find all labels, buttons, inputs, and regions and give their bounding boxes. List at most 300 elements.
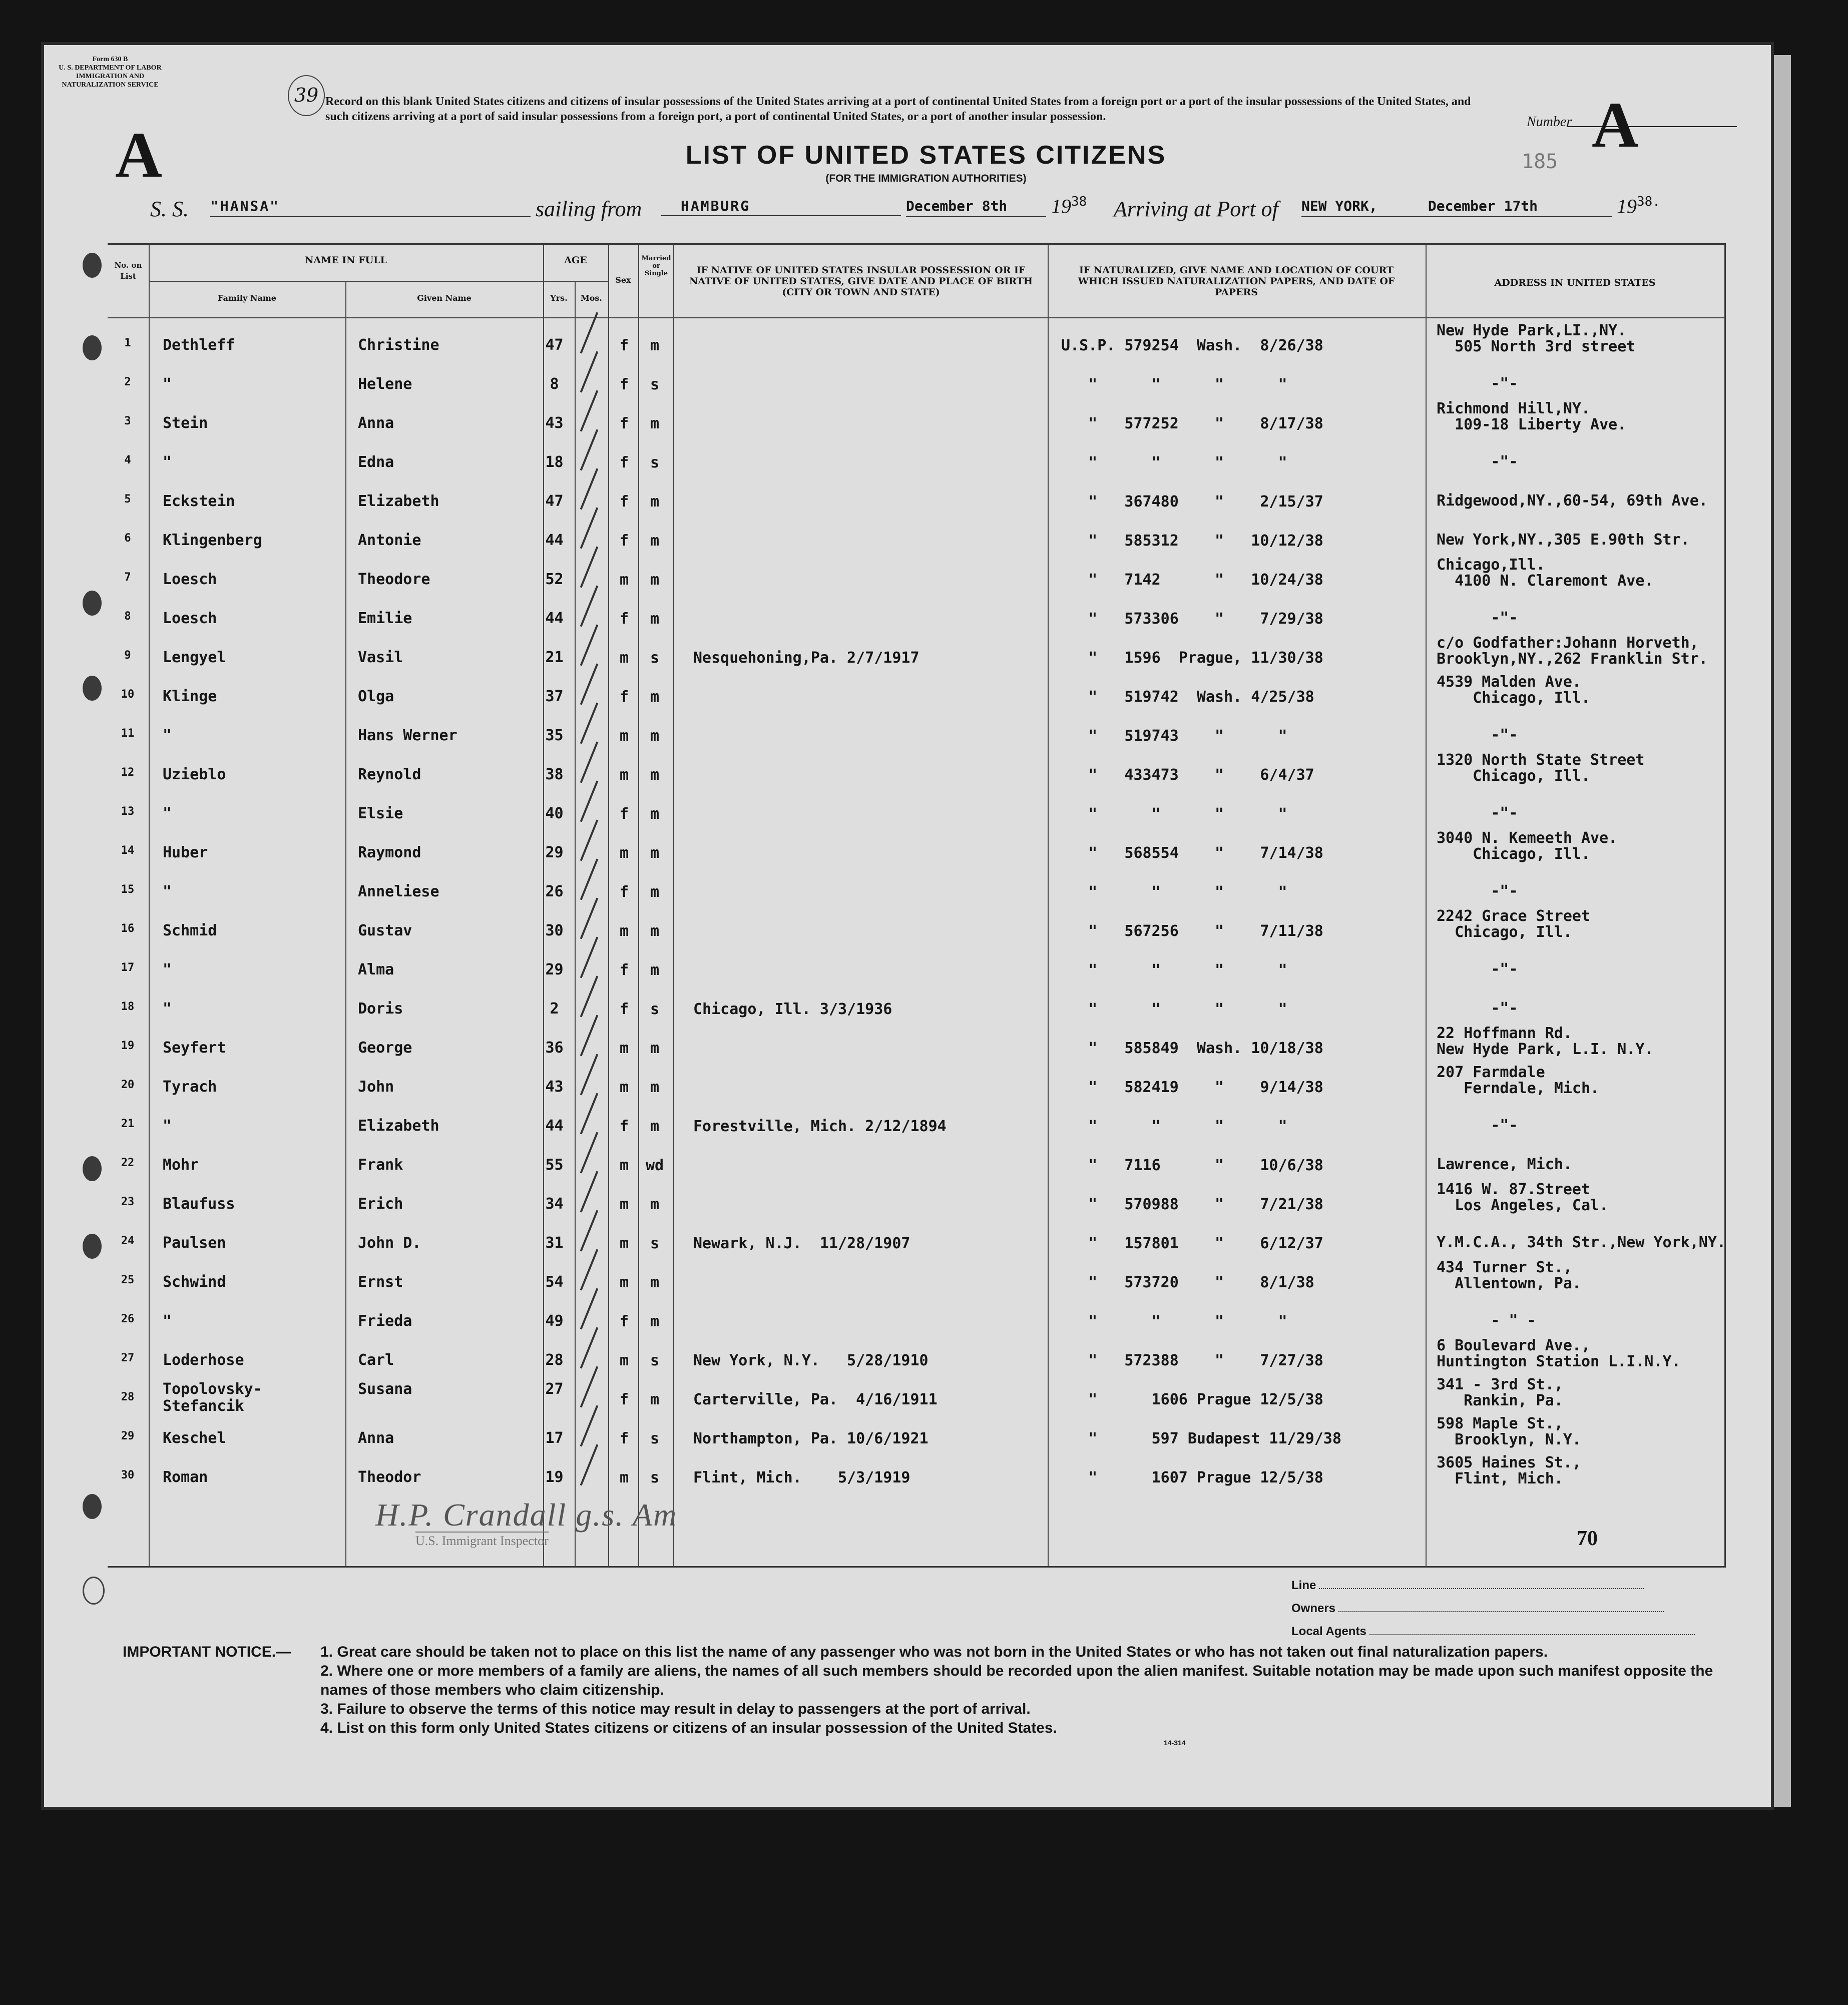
marital-status: m [650, 493, 660, 511]
age-years: 8 [550, 375, 559, 393]
binder-hole [83, 591, 102, 616]
address-line: 6 Boulevard Ave., [1437, 1337, 1591, 1354]
sex: f [619, 532, 629, 550]
address-line: Chicago, Ill. [1437, 689, 1591, 707]
age-years: 29 [545, 961, 564, 978]
right-form-letter: A [1592, 89, 1639, 161]
family-name: Huber [163, 844, 208, 861]
family-name: " [163, 727, 172, 744]
address-line: Huntington Station L.I.N.Y. [1437, 1353, 1681, 1370]
address [1437, 1338, 1681, 1370]
col-header-birth: IF NATIVE OF UNITED STATES INSULAR POSSESSION OR IF NATIVE OF UNITED STATES, GIVE DATE AND PLACE OF BIRTH (CITY OR TOWN AND STATE) [689, 265, 1033, 298]
notice-item-1: 1. Great care should be taken not to place on this list the name of any passenger who was not born in the United States or who has not taken out final naturalization papers. [320, 1644, 1548, 1660]
address [1437, 1416, 1581, 1448]
age-years: 38 [545, 766, 564, 783]
age-years: 49 [545, 1312, 564, 1330]
marital-status: s [650, 1352, 660, 1369]
arrival-date: December 17th [1428, 198, 1538, 214]
naturalization: " " " " [1061, 1313, 1287, 1330]
binder-hole [83, 253, 102, 278]
naturalization: " 157801 " 6/12/37 [1061, 1235, 1323, 1252]
address [1437, 557, 1653, 589]
family-name: Tyrach [163, 1078, 217, 1096]
row-number: 11 [121, 727, 135, 740]
row-number: 30 [121, 1469, 135, 1481]
department-name: U. S. DEPARTMENT OF LABOR [59, 64, 162, 72]
marital-status: m [650, 766, 660, 784]
page-subtitle: (FOR THE IMMIGRATION AUTHORITIES) [825, 173, 1027, 184]
family-name: Loderhose [163, 1351, 244, 1369]
address [1437, 883, 1518, 899]
address-line: -"- [1437, 609, 1518, 627]
marital-status: m [650, 961, 660, 979]
row-number: 19 [121, 1040, 135, 1052]
sex: f [619, 376, 629, 393]
address [1437, 1260, 1581, 1292]
address-line: New Hyde Park, L.I. N.Y. [1437, 1041, 1654, 1058]
age-years: 34 [545, 1195, 564, 1213]
table-row [108, 1064, 1724, 1111]
given-name: Edna [358, 453, 394, 471]
address [1437, 752, 1644, 784]
table-row [108, 751, 1724, 798]
marital-status: m [650, 1274, 660, 1291]
family-name: Topolovsky- Stefancik [163, 1380, 262, 1415]
birth-place-date: Flint, Mich. 5/3/1919 [693, 1469, 910, 1486]
row-number: 27 [121, 1352, 135, 1364]
address-line: -"- [1437, 726, 1518, 744]
row-number: 16 [121, 922, 135, 935]
given-name: Theodor [358, 1468, 421, 1486]
arrival-year: $19^{38.}$ [1617, 194, 1660, 218]
address-line: 3605 Haines St., [1437, 1454, 1581, 1471]
given-name: Vasil [358, 649, 403, 666]
family-name: Uzieblo [163, 766, 226, 783]
sex: m [619, 922, 629, 940]
family-name: Loesch [163, 571, 217, 588]
marital-status: m [650, 571, 660, 589]
address-line: - " - [1437, 1312, 1536, 1329]
sex: f [619, 1391, 629, 1408]
naturalization: " " " " [1061, 805, 1287, 823]
address [1437, 961, 1518, 977]
binder-hole [83, 676, 102, 701]
age-years: 44 [545, 1117, 564, 1135]
naturalization: " 573306 " 7/29/38 [1061, 610, 1323, 628]
sex: f [619, 454, 629, 471]
address [1437, 1157, 1572, 1173]
age-years: 55 [545, 1156, 564, 1174]
naturalization: " " " " [1061, 961, 1287, 979]
address-line: -"- [1437, 375, 1518, 392]
row-number: 18 [121, 1000, 135, 1013]
binder-hole [83, 1156, 102, 1181]
row-number: 5 [124, 493, 131, 506]
address [1437, 323, 1635, 355]
family-name: Dethleff [163, 336, 235, 354]
col-header-name: NAME IN FULL [305, 255, 387, 266]
sex: m [619, 727, 629, 745]
row-number: 26 [121, 1313, 135, 1325]
family-name: " [163, 453, 172, 471]
age-years: 44 [545, 610, 564, 627]
address-line: 341 - 3rd St., [1437, 1376, 1563, 1393]
given-name: Elsie [358, 805, 403, 822]
given-name: Frieda [358, 1312, 412, 1330]
address [1437, 1182, 1608, 1214]
sex: m [619, 571, 629, 589]
address-line: 434 Turner St., [1437, 1259, 1572, 1276]
marital-status: wd [645, 1157, 664, 1174]
address [1437, 674, 1590, 706]
col-header-given: Given Name [417, 293, 472, 303]
birth-place-date: Chicago, Ill. 3/3/1936 [693, 1000, 892, 1018]
address-line: 3040 N. Kemeeth Ave. [1437, 829, 1618, 847]
age-years: 26 [545, 883, 564, 900]
address [1437, 376, 1518, 392]
given-name: Hans Werner [358, 727, 457, 744]
sex: m [619, 1157, 629, 1174]
address [1437, 727, 1518, 743]
given-name: Helene [358, 375, 412, 393]
age-years: 43 [545, 414, 564, 432]
given-name: Ernst [358, 1273, 403, 1291]
binder-hole [83, 335, 102, 360]
naturalization: " 1606 Prague 12/5/38 [1061, 1391, 1323, 1408]
given-name: Elizabeth [358, 1117, 439, 1135]
local-agents-field: Local Agents [1291, 1625, 1695, 1639]
address-line: 109-18 Liberty Ave. [1437, 416, 1627, 433]
birth-place-date: Forestville, Mich. 2/12/1894 [693, 1118, 947, 1135]
address-line: New York,NY.,305 E.90th Str. [1437, 531, 1690, 549]
sex: m [619, 1469, 629, 1486]
address-line: -"- [1437, 804, 1518, 822]
arriving-label: Arriving at Port of [1114, 197, 1278, 221]
citizens-table [108, 243, 1726, 1568]
given-name: Raymond [358, 844, 421, 861]
family-name: Schwind [163, 1273, 226, 1291]
family-name: Klingenberg [163, 532, 262, 549]
address [1437, 805, 1518, 821]
birth-place-date: New York, N.Y. 5/28/1910 [693, 1352, 929, 1369]
address-line: -"- [1437, 1117, 1518, 1134]
naturalization: " " " " [1061, 1118, 1287, 1135]
address [1437, 610, 1518, 626]
family-name: " [163, 1117, 172, 1135]
marital-status: m [650, 922, 660, 940]
notice-item-3: 3. Failure to observe the terms of this notice may result in delay to passengers at the port of arrival. [320, 1701, 1031, 1717]
age-years: 54 [545, 1273, 564, 1291]
given-name: Susana [358, 1380, 412, 1398]
family-name: Schmid [163, 922, 217, 939]
row-number: 14 [121, 844, 135, 857]
sex: f [619, 883, 629, 901]
age-years: 36 [545, 1039, 564, 1057]
marital-status: m [650, 1079, 660, 1096]
naturalization: " 585849 Wash. 10/18/38 [1061, 1040, 1323, 1057]
marital-status: s [650, 1000, 660, 1018]
address-line: Flint, Mich. [1437, 1470, 1563, 1487]
naturalization: U.S.P. 579254 Wash. 8/26/38 [1061, 337, 1323, 354]
naturalization: " " " " [1061, 454, 1287, 471]
row-number: 21 [121, 1118, 135, 1130]
given-name: Olga [358, 688, 394, 705]
address-line: 22 Hoffmann Rd. [1437, 1025, 1572, 1042]
line-field: Line [1291, 1579, 1644, 1593]
marital-status: m [650, 1313, 660, 1330]
address-line: Brooklyn, N.Y. [1437, 1431, 1581, 1448]
row-number: 24 [121, 1235, 135, 1247]
col-header-no: No. on List [114, 261, 142, 281]
marital-status: s [650, 649, 660, 667]
ss-label: S. S. [150, 197, 189, 221]
address [1437, 1313, 1536, 1329]
naturalization: " 585312 " 10/12/38 [1061, 532, 1323, 550]
table-row [108, 486, 1724, 525]
sex: f [619, 415, 629, 432]
page-title: LIST OF UNITED STATES CITIZENS [685, 141, 1167, 170]
row-number: 8 [124, 610, 131, 623]
birth-place-date: Nesquehoning,Pa. 2/7/1917 [693, 649, 919, 667]
sex: f [619, 1118, 629, 1135]
inspector-signature: H.P. Crandall g.s. Am [375, 1497, 678, 1533]
row-number: 15 [121, 883, 135, 896]
marital-status: m [650, 415, 660, 432]
col-header-age: AGE [564, 255, 587, 266]
family-name: Keschel [163, 1429, 226, 1447]
age-years: 40 [545, 805, 564, 822]
row-number: 7 [124, 571, 131, 584]
given-name: John D. [358, 1234, 421, 1252]
sex: m [619, 649, 629, 667]
address-line: Chicago, Ill. [1437, 845, 1591, 863]
sex: f [619, 1313, 629, 1330]
given-name: Antonie [358, 532, 421, 549]
address [1437, 1377, 1563, 1409]
sex: f [619, 610, 629, 628]
address-line: Y.M.C.A., 34th Str.,New York,NY. [1437, 1234, 1726, 1251]
marital-status: m [650, 1391, 660, 1408]
address [1437, 493, 1708, 509]
address-line: 4539 Malden Ave. [1437, 673, 1581, 691]
row-number: 12 [121, 766, 135, 779]
naturalization: " " " " [1061, 376, 1287, 393]
given-name: Erich [358, 1195, 403, 1213]
naturalization: " 7116 " 10/6/38 [1061, 1157, 1323, 1174]
record-notice: Record on this blank United States citizens and citizens of insular possessions of the United States arriving at a port of continental United States from a foreign port or a port of the insular possessions of the United States, and such citizens arriving at a port of said insular possessions from a foreign port, a port of continental United States, or a port of another insular possession. [325, 95, 1471, 123]
address [1437, 635, 1708, 667]
age-years: 43 [545, 1078, 564, 1096]
address-line: Lawrence, Mich. [1437, 1156, 1572, 1173]
age-years: 35 [545, 727, 564, 744]
naturalization: " " " " [1061, 883, 1287, 901]
row-number: 4 [124, 454, 131, 466]
given-name: Gustav [358, 922, 412, 939]
family-name: " [163, 961, 172, 978]
family-name: " [163, 883, 172, 900]
given-name: Reynold [358, 766, 421, 783]
departure-date: December 8th [906, 196, 1046, 217]
family-name: Roman [163, 1468, 208, 1486]
age-years: 2 [550, 1000, 559, 1018]
address [1437, 1000, 1518, 1017]
ship-name: "HANSA" [210, 196, 531, 217]
address-line: Allentown, Pa. [1437, 1275, 1581, 1292]
given-name: Alma [358, 961, 394, 978]
age-years: 52 [545, 571, 564, 588]
row-number: 3 [124, 415, 131, 427]
naturalization: " 572388 " 7/27/38 [1061, 1352, 1323, 1369]
given-name: John [358, 1078, 394, 1096]
row-number: 28 [121, 1391, 135, 1403]
address [1437, 1065, 1599, 1097]
marital-status: m [650, 1118, 660, 1135]
binder-hole [83, 1577, 105, 1605]
table-row [108, 447, 1724, 486]
birth-place-date: Newark, N.J. 11/28/1907 [693, 1235, 910, 1252]
row-number: 2 [124, 376, 131, 388]
marital-status: m [650, 610, 660, 628]
row-number: 25 [121, 1274, 135, 1286]
col-header-naturalization: IF NATURALIZED, GIVE NAME AND LOCATION OF COURT WHICH ISSUED NATURALIZATION PAPERS, AND DATE OF PAPERS [1078, 265, 1395, 298]
naturalization: " 568554 " 7/14/38 [1061, 844, 1323, 862]
sex: f [619, 961, 629, 979]
address-line: -"- [1437, 999, 1518, 1017]
given-name: George [358, 1039, 412, 1057]
naturalization: " 573720 " 8/1/38 [1061, 1274, 1314, 1291]
col-header-sex: Sex [615, 275, 631, 285]
sex: f [619, 805, 629, 823]
sailing-label: sailing from [536, 197, 642, 221]
table-row [108, 322, 1724, 369]
age-years: 17 [545, 1429, 564, 1447]
family-name: Paulsen [163, 1234, 226, 1252]
service-name: IMMIGRATION AND NATURALIZATION SERVICE [62, 73, 159, 89]
marital-status: s [650, 1469, 660, 1486]
table-row [108, 400, 1724, 447]
given-name: Frank [358, 1156, 403, 1174]
family-name: Seyfert [163, 1039, 226, 1057]
row-number: 22 [121, 1157, 135, 1169]
table-row [108, 829, 1724, 876]
table-row [108, 673, 1724, 720]
notice-title: IMPORTANT NOTICE.— [123, 1644, 291, 1660]
naturalization: " 567256 " 7/11/38 [1061, 922, 1323, 940]
form-identifier [55, 55, 165, 89]
sex: m [619, 1235, 629, 1252]
naturalization: " 1596 Prague, 11/30/38 [1061, 649, 1323, 667]
address-line: 4100 N. Claremont Ave. [1437, 572, 1654, 590]
family-name: " [163, 1312, 172, 1330]
family-name: Loesch [163, 610, 217, 627]
age-years: 44 [545, 532, 564, 549]
address-line: -"- [1437, 453, 1518, 470]
marital-status: m [650, 727, 660, 745]
family-name: Eckstein [163, 492, 235, 510]
given-name: Theodore [358, 571, 430, 588]
age-years: 31 [545, 1234, 564, 1252]
table-row [108, 1111, 1724, 1150]
arrival-port: NEW YORK, December 17th [1301, 196, 1612, 217]
marital-status: m [650, 844, 660, 862]
sex: f [619, 337, 629, 354]
family-name: Mohr [163, 1156, 199, 1174]
address-line: 505 North 3rd street [1437, 338, 1636, 355]
family-name: Blaufuss [163, 1195, 235, 1213]
age-years: 37 [545, 688, 564, 705]
address [1437, 908, 1590, 940]
marital-status: m [650, 1196, 660, 1213]
row-number: 17 [121, 961, 135, 974]
given-name: Anna [358, 1429, 394, 1447]
family-name: " [163, 805, 172, 822]
sex: m [619, 844, 629, 862]
row-number: 10 [121, 688, 135, 701]
given-name: Anneliese [358, 883, 439, 900]
address-line: Rankin, Pa. [1437, 1392, 1563, 1409]
address-line: -"- [1437, 882, 1518, 900]
row-number: 13 [121, 805, 135, 818]
address-line: 1320 North State Street [1437, 751, 1645, 769]
departure-year: $19^{38}$ [1051, 194, 1087, 218]
given-name: Carl [358, 1351, 394, 1369]
sex: f [619, 688, 629, 706]
row-number: 9 [124, 649, 131, 662]
binder-hole [83, 1494, 102, 1519]
table-row [108, 954, 1724, 993]
departure-port: HAMBURG [661, 196, 901, 216]
family-name: Klinge [163, 688, 217, 705]
notice-item-4: 4. List on this form only United States citizens or citizens of an insular possession of the United States. [320, 1720, 1057, 1736]
row-number: 29 [121, 1430, 135, 1442]
marital-status: m [650, 805, 660, 823]
family-name: Stein [163, 414, 208, 432]
marital-status: s [650, 1235, 660, 1252]
given-name: Christine [358, 336, 439, 354]
address-line: Chicago, Ill. [1437, 767, 1591, 785]
sex: f [619, 1000, 629, 1018]
list-number: 185 [1522, 150, 1558, 173]
age-years: 19 [545, 1468, 564, 1486]
marital-status: s [650, 376, 660, 393]
family-name: " [163, 1000, 172, 1018]
family-name: Lengyel [163, 649, 226, 666]
col-header-yrs: Yrs. [550, 293, 568, 303]
address-line: Ridgewood,NY.,60-54, 69th Ave. [1437, 492, 1708, 510]
sex: f [619, 493, 629, 511]
address [1437, 1118, 1518, 1134]
table-row [108, 907, 1724, 954]
age-years: 28 [545, 1351, 564, 1369]
row-number: 23 [121, 1196, 135, 1208]
table-row [108, 1181, 1724, 1228]
sex: f [619, 1430, 629, 1447]
address [1437, 830, 1617, 862]
owners-field: Owners [1291, 1602, 1664, 1616]
col-header-mos: Mos. [581, 293, 602, 303]
given-name: Doris [358, 1000, 403, 1018]
table-row [108, 556, 1724, 603]
address-line: 2242 Grace Street [1437, 907, 1591, 925]
address-line: 207 Farmdale [1437, 1064, 1545, 1081]
naturalization: " 367480 " 2/15/37 [1061, 493, 1323, 511]
naturalization: " 570988 " 7/21/38 [1061, 1196, 1323, 1213]
address-line: Chicago, Ill. [1437, 923, 1572, 941]
form-number: Form 630 B [92, 56, 128, 63]
naturalization: " 597 Budapest 11/29/38 [1061, 1430, 1341, 1447]
age-years: 47 [545, 336, 564, 354]
address-line: 598 Maple St., [1437, 1415, 1563, 1432]
